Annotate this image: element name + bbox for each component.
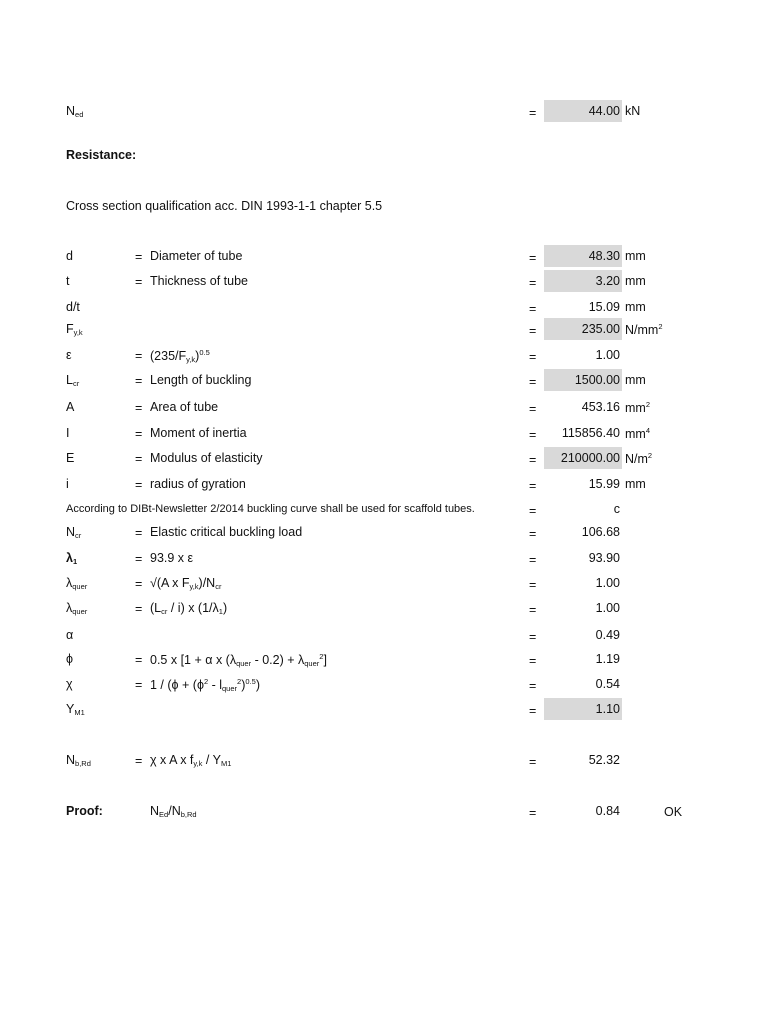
equals-sign: = — [529, 630, 537, 644]
symbol: A — [66, 400, 75, 414]
equals-sign: = — [135, 526, 143, 540]
unit: $N/mm^2$ — [625, 322, 663, 337]
description: $(235/F_{y,k})^{0.5}$ — [150, 348, 210, 364]
symbol: ε — [66, 348, 72, 362]
symbol: χ — [66, 677, 73, 691]
cross-section-text: Cross section qualification acc. DIN 1993-1-1 chapter 5.5 — [66, 199, 383, 213]
row-epsilon — [0, 344, 768, 366]
row-lambda-quer-2 — [0, 597, 768, 619]
value-cell[interactable]: 1.00 — [595, 601, 620, 615]
row-phi — [0, 648, 768, 670]
equals-sign: = — [135, 275, 143, 289]
value-cell[interactable]: 48.30 — [544, 245, 622, 267]
unit: $mm^2$ — [625, 400, 650, 415]
description: Area of tube — [150, 400, 219, 414]
row-chi — [0, 673, 768, 695]
note-text: According to DIBt-Newsletter 2/2014 buckling curve shall be used for scaffold tubes. — [66, 503, 475, 515]
symbol: d — [66, 249, 73, 263]
resistance-heading: Resistance: — [66, 148, 137, 162]
equals-sign: = — [135, 552, 143, 566]
value-cell[interactable]: 93.90 — [588, 551, 620, 565]
equals-sign: = — [529, 527, 537, 541]
equals-sign: = — [529, 402, 537, 416]
ned-symbol: $N_{ed}$ — [66, 104, 84, 119]
row-nbrd — [0, 749, 768, 771]
value-cell[interactable]: 15.09 — [588, 300, 620, 314]
symbol: α — [66, 628, 74, 642]
equals-sign: = — [529, 755, 537, 769]
value-cell[interactable]: 3.20 — [544, 270, 622, 292]
row-ncr — [0, 521, 768, 543]
symbol: d/t — [66, 300, 80, 314]
unit: mm — [625, 373, 646, 387]
equals-sign: = — [529, 479, 537, 493]
row-ym1 — [0, 698, 768, 720]
row-proof — [0, 800, 768, 822]
description: 93.9 x ε — [150, 551, 194, 565]
row-lambda-quer-1 — [0, 572, 768, 594]
equals-sign: = — [529, 350, 537, 364]
row-gyration — [0, 473, 768, 495]
description: Length of buckling — [150, 373, 252, 387]
symbol: E — [66, 451, 75, 465]
unit: mm — [625, 249, 646, 263]
description: Moment of inertia — [150, 426, 247, 440]
equals-sign: = — [529, 251, 537, 265]
symbol: $F_{y,k}$ — [66, 322, 83, 337]
unit: $N/m^2$ — [625, 451, 653, 466]
row-lambda1 — [0, 547, 768, 569]
value-cell[interactable]: 0.84 — [595, 804, 620, 818]
equals-sign: = — [529, 553, 537, 567]
unit: $mm^4$ — [625, 426, 650, 441]
symbol: $N_{b,Rd}$ — [66, 753, 91, 768]
value-cell[interactable]: 1.10 — [544, 698, 622, 720]
description: Thickness of tube — [150, 274, 248, 288]
row-d — [0, 245, 768, 267]
symbol: $\lambda_{quer}$ — [66, 601, 88, 616]
value-cell[interactable]: 453.16 — [581, 400, 620, 414]
equals-sign: = — [135, 427, 143, 441]
equals-sign: = — [529, 578, 537, 592]
symbol: i — [66, 477, 69, 491]
value-cell[interactable]: 1500.00 — [544, 369, 622, 391]
equals-sign: = — [529, 276, 537, 290]
row-inertia — [0, 422, 768, 444]
equals-sign: = — [135, 653, 143, 667]
equals-sign: = — [135, 577, 143, 591]
value-cell[interactable]: 0.54 — [595, 677, 620, 691]
row-elasticity — [0, 447, 768, 469]
row-alpha — [0, 624, 768, 646]
equals-sign: = — [135, 602, 143, 616]
symbol: ϕ — [66, 652, 74, 666]
equals-sign: = — [135, 374, 143, 388]
equals-sign: = — [529, 324, 537, 338]
equals-sign: = — [135, 754, 143, 768]
symbol: I — [66, 426, 70, 440]
unit: mm — [625, 477, 646, 491]
equals-sign: = — [529, 428, 537, 442]
value-cell[interactable]: 15.99 — [588, 477, 620, 491]
equals-sign: = — [135, 401, 143, 415]
description: χ x A x $f_{y,k} / Y_{M1}$ — [150, 753, 232, 768]
value-cell[interactable]: 1.19 — [595, 652, 620, 666]
equals-sign: = — [529, 603, 537, 617]
proof-label: Proof: — [66, 804, 103, 818]
row-buckling-curve-note — [0, 498, 768, 520]
value-cell[interactable]: 115856.40 — [561, 426, 620, 440]
value-cell[interactable]: 210000.00 — [544, 447, 622, 469]
equals-sign: = — [135, 250, 143, 264]
equals-sign: = — [529, 375, 537, 389]
row-lcr — [0, 369, 768, 391]
equals-sign: = — [529, 453, 537, 467]
description: $N_{Ed}/N_{b,Rd}$ — [150, 804, 197, 819]
row-area — [0, 396, 768, 418]
description: $1 / (\phi + (\phi^2 - l_{quer}^2)^{0.5})$ — [150, 677, 260, 693]
equals-sign: = — [529, 654, 537, 668]
value-cell[interactable]: 1.00 — [595, 576, 620, 590]
value-cell[interactable]: 0.49 — [595, 628, 620, 642]
symbol: $Y_{M1}$ — [66, 702, 85, 717]
symbol: $N_{cr}$ — [66, 525, 82, 540]
description: Modulus of elasticity — [150, 451, 263, 465]
ned-unit: kN — [625, 104, 641, 118]
unit: mm — [625, 274, 646, 288]
value-cell[interactable]: 106.68 — [581, 525, 620, 539]
equals-sign: = — [529, 679, 537, 693]
description: 0.5 x [1 + α x $(\lambda_{quer} - 0.2) + \lambda_{quer}^2$] — [150, 652, 327, 668]
row-fyk — [0, 318, 768, 340]
equals-sign: = — [529, 806, 537, 820]
description: Diameter of tube — [150, 249, 243, 263]
value-cell[interactable]: 235.00 — [544, 318, 622, 340]
equals-sign: = — [135, 678, 143, 692]
equals-sign: = — [135, 478, 143, 492]
description: √(A x $F_{y,k})/N_{cr}$ — [150, 576, 222, 591]
row-t — [0, 270, 768, 292]
equals-sign: = — [529, 302, 537, 316]
value-cell[interactable]: 1.00 — [595, 348, 620, 362]
equals-sign: = — [135, 452, 143, 466]
symbol: $L_{cr}$ — [66, 373, 80, 388]
value-cell[interactable]: c — [613, 502, 620, 516]
equals-sign: = — [529, 704, 537, 718]
symbol: t — [66, 274, 70, 288]
ned-value[interactable]: 44.00 — [544, 100, 622, 122]
unit: mm — [625, 300, 646, 314]
row-dt — [0, 296, 768, 318]
description: $(L_{cr} / i)$ x $(1/\lambda_1)$ — [150, 601, 228, 616]
symbol: $\lambda_{quer}$ — [66, 576, 88, 591]
equals-sign: = — [529, 106, 537, 120]
ned-row — [0, 100, 768, 122]
description: Elastic critical buckling load — [150, 525, 303, 539]
description: radius of gyration — [150, 477, 246, 491]
equals-sign: = — [529, 504, 537, 518]
equals-sign: = — [135, 349, 143, 363]
value-cell[interactable]: 52.32 — [588, 753, 620, 767]
symbol: $\lambda_1$ — [66, 551, 78, 566]
proof-result: OK — [664, 805, 683, 819]
